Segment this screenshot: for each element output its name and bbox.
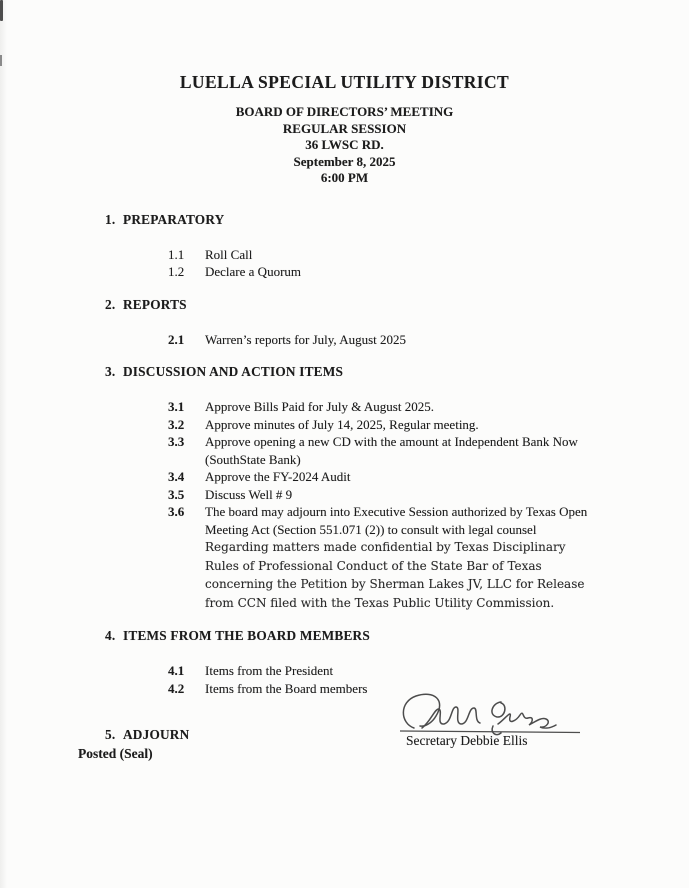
section-discussion-action-items — [105, 364, 629, 612]
agenda-item-text: Items from the Board members — [205, 680, 368, 696]
section-title: ADJOURN — [123, 727, 190, 743]
agenda-item-number: 3.6 — [168, 504, 185, 520]
section-heading — [105, 364, 629, 380]
section-number: 3. — [105, 364, 116, 380]
agenda-item-text: Approve Bills Paid for July & August 2025. — [205, 399, 434, 415]
section-number: 5. — [105, 727, 116, 743]
agenda-item — [105, 398, 629, 416]
agenda-item-text: Items from the President — [205, 663, 334, 679]
agenda-item-text: Warren’s reports for July, August 2025 — [205, 331, 407, 347]
signature-caption: Secretary Debbie Ellis — [406, 733, 528, 748]
agenda-item-number: 2.1 — [168, 331, 185, 347]
agenda-item — [105, 486, 629, 504]
agenda-item-number: 3.2 — [168, 416, 185, 432]
agenda-item-text: Discuss Well # 9 — [205, 486, 293, 502]
agenda-item-text-part1: The board may adjourn into Executive Session authorized by Texas Open Meeting Act (Section 551.071 (2)) to consult with legal counsel — [205, 504, 588, 537]
agenda-item — [105, 503, 629, 612]
agenda-item-text: Roll Call — [205, 246, 253, 262]
section-items-from-board — [105, 628, 629, 697]
document-header — [0, 0, 689, 187]
agenda-item-text: Approve the FY-2024 Audit — [205, 469, 351, 485]
agenda-item-text: Declare a Quorum — [205, 264, 302, 280]
agenda-item — [105, 662, 629, 680]
section-number: 1. — [105, 211, 116, 227]
agenda-item-number: 3.5 — [168, 486, 185, 502]
section-reports — [105, 297, 629, 349]
agenda-item — [105, 416, 629, 434]
agenda-item-number: 3.1 — [168, 399, 185, 415]
agenda-item — [105, 246, 629, 264]
meeting-info-line: September 8, 2025 — [293, 153, 396, 169]
agenda-item-text-part2: Regarding matters made confidential by Texas Disciplinary Rules of Professional Conduct of the State Bar of Texas concerning the Petition by Sherman Lakes JV, LLC for Release from CCN filed with the Texas Public Utility Commission. — [205, 540, 585, 610]
agenda-item-number: 3.4 — [168, 469, 185, 485]
agenda-item-text: Approve opening a new CD with the amount at Independent Bank Now (SouthState Bank) — [205, 434, 578, 467]
section-items — [105, 331, 629, 349]
scan-edge-streak — [0, 0, 7, 888]
document-title: LUELLA SPECIAL UTILITY DISTRICT — [179, 72, 510, 92]
section-number: 2. — [105, 296, 116, 312]
meeting-info — [0, 104, 689, 187]
agenda-item — [105, 468, 629, 486]
scan-corner-mark — [0, 0, 3, 21]
agenda-body — [0, 212, 689, 744]
agenda-item-number: 1.1 — [168, 246, 185, 262]
meeting-info-line: REGULAR SESSION — [282, 120, 407, 136]
section-heading — [105, 212, 629, 228]
agenda-item-number: 3.3 — [168, 434, 185, 450]
meeting-info-line: BOARD OF DIRECTORS’ MEETING — [235, 104, 454, 119]
section-items — [105, 398, 629, 612]
section-items — [105, 246, 629, 281]
posted-seal-label: Posted (Seal) — [78, 746, 153, 761]
agenda-item-number: 4.2 — [168, 680, 185, 696]
agenda-item-number: 1.2 — [168, 264, 185, 280]
section-title: REPORTS — [123, 296, 187, 312]
agenda-item-text — [205, 503, 599, 612]
section-title: ITEMS FROM THE BOARD MEMBERS — [123, 628, 370, 644]
section-preparatory — [105, 212, 629, 281]
agenda-item — [105, 331, 629, 349]
section-title: PREPARATORY — [123, 211, 225, 227]
agenda-item — [105, 263, 629, 281]
scan-corner-mark-small — [0, 55, 2, 66]
agenda-item — [105, 433, 629, 468]
agenda-item-text: Approve minutes of July 14, 2025, Regular meeting. — [205, 416, 479, 432]
signature-block — [398, 690, 588, 749]
section-number: 4. — [105, 628, 116, 644]
section-heading — [105, 297, 629, 313]
section-title: DISCUSSION AND ACTION ITEMS — [123, 364, 344, 380]
section-heading — [105, 628, 629, 644]
agenda-item-number: 4.1 — [168, 663, 185, 679]
meeting-info-line: 6:00 PM — [320, 170, 369, 186]
meeting-info-line: 36 LWSC RD. — [305, 137, 384, 153]
